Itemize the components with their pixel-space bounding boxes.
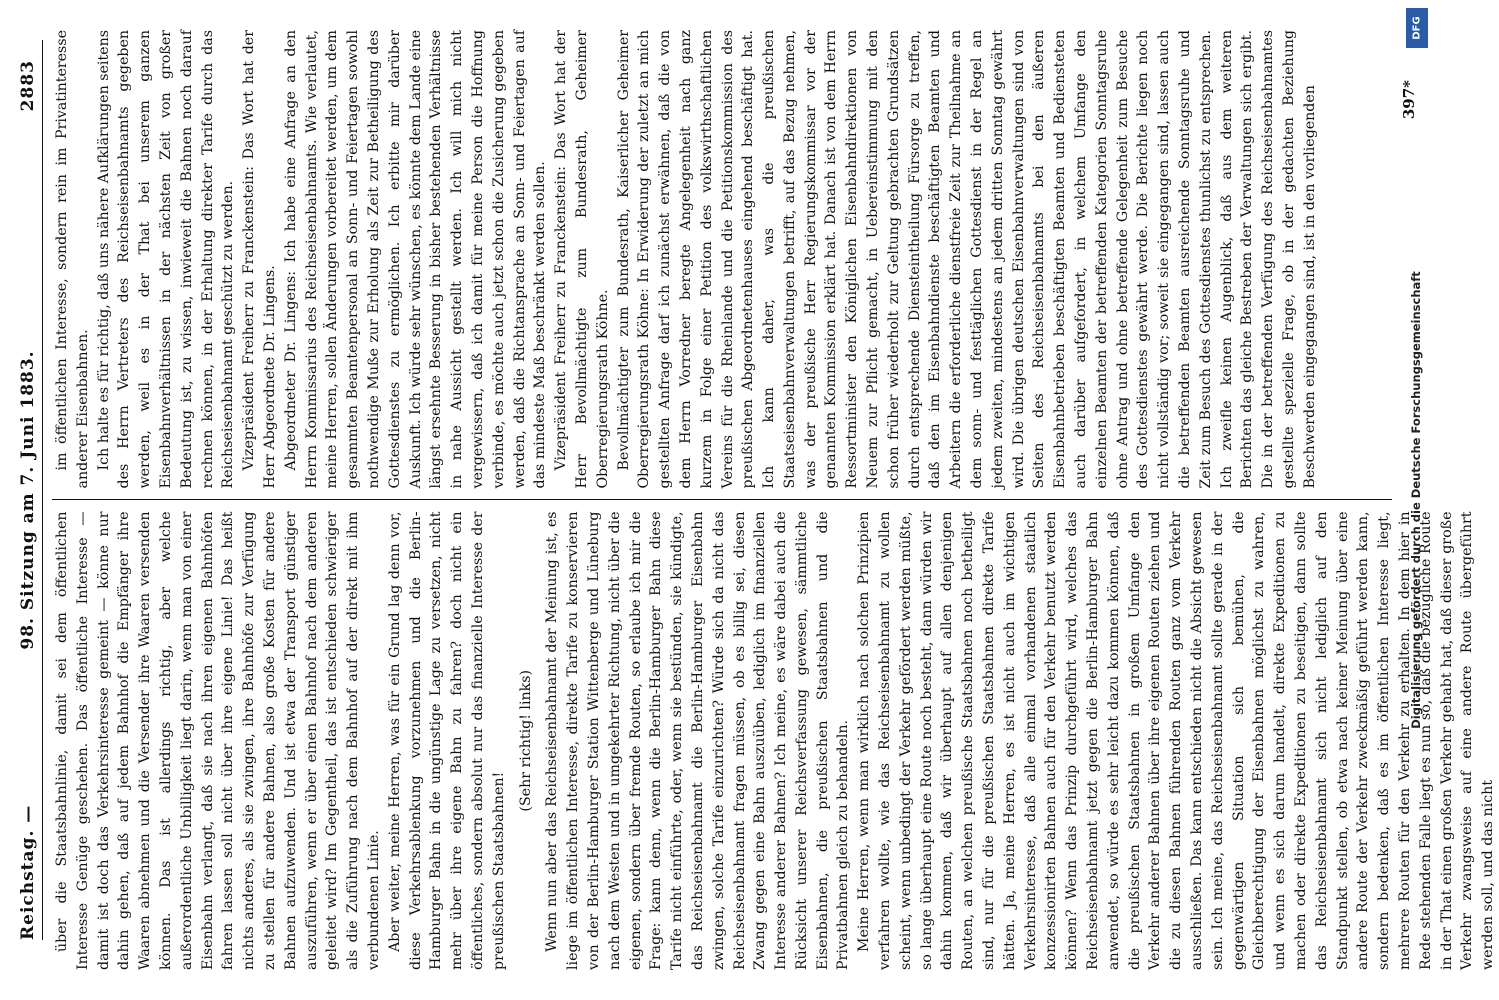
- signature-number: 397*: [1400, 80, 1418, 120]
- credit-text: Digitalisierung gefördert durch die Deutsche Forschungsgemeinschaft: [1409, 271, 1423, 729]
- header-left: Reichstag. —: [18, 804, 38, 940]
- speaker-paragraph: Abgeordneter Dr. Lingens: Ich habe eine Anfrage an den Herrn Kommissarius des Reichseisenbahnamts. Wie verlautet, meine Herren, sollen Änderungen vorbereitet werden, um dem gesammten Beamtenpersonal an Sonn- und Feiertagen sowohl nothwendige Muße zur Erholung als Zeit zur Betheiligung des Gottesdienstes zu ermöglichen. Ich erbitte mir darüber Auskunft. Ich würde sehr wünschen, es könnte dem Lande eine längst ersehnte Besserung in bisher bestehenden Verhältnisse in nahe Aussicht gestellt werden. Ich will mich nicht vergewissern, daß ich damit für meine Person die Hoffnung verbinde, es möchte auch jetzt schon die Zusicherung gegeben werden, daß die Richtansprache an Sonn- und Feiertagen auf das mindeste Maß beschränkt werden sollen.: [282, 30, 549, 489]
- page-header: [14, 30, 44, 970]
- paragraph: Wenn nun aber das Reichseisenbahnamt der Meinung ist, es liege im öffentlichen Interesse, direkte Tarife zu konservieren von der Berlin-Hamburger Station Wittenberge und Lüneburg nach dem Westen und in umgekehrter Richtung, nicht über die eigenen, sondern über fremde Routen, so erlaube ich mir die Frage: kann denn, wenn die Berlin-Hamburger Bahn diese Tarife nicht einführte, oder, wenn sie bestünden, sie kündigte, das Reichseisenbahnamt die Berlin-Hamburger Eisenbahn zwingen, solche Tarife einzurichten? Würde sich da nicht das Reichseisenbahnamt fragen müssen, ob es billig sei, diesen Zwang gegen eine Bahn auszuüben, lediglich im finanziellen Interesse anderer Bahnen? Ich meine, es wäre dabei auch die Rücksicht unserer Reichsverfassung gewesen, sämmtliche Eisenbahnen, die preußischen Staatsbahnen und die Privatbahnen gleich zu behandeln.: [544, 511, 852, 970]
- dfg-logo-text: DFG: [1411, 16, 1423, 40]
- paragraph: im öffentlichen Interesse, sondern rein im Privatinteresse anderer Eisenbahnen.: [54, 30, 91, 489]
- paragraph: Meine Herren, wenn man wirklich nach solchen Prinzipien verfahren wollte, wie das Reichseisenbahnamt zu wollen scheint, wenn unbedingt der Verkehr gefördert werden müßte, so lange überhaupt eine Route noch besteht, dann würden wir dahin kommen, daß wir überhaupt auf allen denjenigen Routen, an welchen preußische Staatsbahnen noch betheiligt sind, nur für die preußischen Staatsbahnen direkte Tarife hätten. Ja, meine Herren, es ist nicht auch im wichtigen Verkehrsinteresse, daß alle einmal vorhandenen staatlich konzessionirten Bahnen auch für den Verkehr benutzt werden können? Wenn das Prinzip durchgeführt wird, welches das Reichseisenbahnamt jetzt gegen die Berlin-Hamburger Bahn anwendet, so würde es sehr leicht dazu kommen können, daß die preußischen Staatsbahnen in großem Umfange den Verkehr anderer Bahnen über ihre eigenen Routen ziehen und die zu diesen Bahnen führenden Routen ganz vom Verkehr ausschließen. Das kann entschieden nicht die Absicht gewesen sein. Ich meine, das Reichseisenbahnamt sollte gerade in der gegenwärtigen Situation sich bemühen, die Gleichberechtigung der Eisenbahnen möglichst zu wahren, und wenn es sich darum handelt, direkte Expeditionen zu machen oder direkte Expeditionen zu beseitigen, dann sollte das Reichseisenbahnamt sich nicht lediglich auf den Standpunkt stellen, ob etwa nach keiner Meinung über eine andere Route der Verkehr zweckmäßig geführt werden kann, sondern bedenken, daß es im öffentlichen Interesse liegt, mehrere Routen für den Verkehr zu erhalten. In dem hier in Rede stehenden Falle liegt es nun so, daß die bezügliche Route in der That einen großen Verkehr gehabt hat, daß dieser große Verkehr zwangsweise auf eine andere Route übergeführt werden soll, und das nicht: [856, 511, 1497, 970]
- dfg-logo-icon: [1406, 8, 1428, 48]
- digitization-credit: [1402, 0, 1430, 1000]
- column-divider: [52, 500, 1392, 501]
- speaker-paragraph: Vizepräsident Freiherr zu Franckenstein: Das Wort hat der Herr Bevollmächtigte zum Bundesrath, Geheimer Oberregierungsrath Köhne.: [553, 30, 611, 489]
- right-column: [52, 30, 1392, 489]
- speaker-paragraph: Bevollmächtigter zum Bundesrath, Kaiserlicher Geheimer Oberregierungsrath Köhne: In Erwiderung der zuletzt an mich gestellten Anfrage darf ich zunächst erwähnen, daß die von dem Herrn Vorredner beregte Angelegenheit nach ganz kurzem in Folge einer Petition des volkswirthschaftlichen Vereins für die Rheinlande und die Petitionskommission des preußischen Abgeordnetenhauses eingehend beschäftigt hat. Ich kann daher, was die preußischen Staatseisenbahnverwaltungen betrifft, auf das Bezug nehmen, was der preußische Herr Regierungskommissar vor der genannten Kommission erklärt hat. Danach ist von dem Herrn Ressortminister den Königlichen Eisenbahndirektionen von Neuem zur Pflicht gemacht, in Uebereinstimmung mit den schon früher wiederholt zur Geltung gebrachten Grundsätzen durch entsprechende Diensteintheilung Fürsorge zu treffen, daß den im Eisenbahndienste beschäftigten Beamten und Arbeitern die erforderliche dienstfreie Zeit zur Theilnahme an dem sonn- und festtäglichen Gottesdienst in der Regel an jedem zweiten, mindestens an jedem dritten Sonntag gewährt wird. Die übrigen deutschen Eisenbahnverwaltungen sind von Seiten des Reichseisenbahnamts bei den äußeren Eisenbahnbetrieben beschäftigten Beamten und Bediensteten auch darüber aufgefordert, in welchem Umfange den einzelnen Beamten der betreffenden Kategorien Sonntagsruhe ohne Antrag und ohne betreffende Gelegenheit zum Besuche des Gottesdienstes gewährt werde. Die Berichte liegen noch nicht vollständig vor; soweit sie eingegangen sind, lassen auch die betreffenden Beamten ausreichende Sonntagsruhe und Zeit zum Besuch des Gottesdienstes thunlichst zu entsprechen. Ich zweifle keinen Augenblick, daß aus dem weiteren Berichten das gleiche Bestreben der Verwaltungen sich ergibt. Die in der betreffenden Verfügung des Reichseisenbahnamtes gestellte spezielle Frage, ob in der gedachten Beziehung Beschwerden eingegangen sind, ist in den vorliegenden: [615, 30, 1318, 489]
- header-title: 98. Sitzung am 7. Juni 1883.: [18, 350, 38, 650]
- header-rule: [42, 40, 43, 940]
- paragraph: Ich halte es für richtig, daß uns nähere Aufklärungen seitens des Herrn Vertreters des Reichseisenbahnamts gegeben werden, weil es in der That bei unserem ganzen Eisenbahnverhältnissen in der nächsten Zeit von großer Bedeutung ist, zu wissen, inwieweit die Bahnen noch darauf rechnen können, in der Erhaltung direkter Tarife durch das Reichseisenbahnamt geschützt zu werden.: [95, 30, 237, 489]
- left-column: [52, 511, 1497, 971]
- paragraph: über die Staatsbahnlinie, damit sei dem öffentlichen Interesse Genüge geschehen. Das öffentliche Interesse — damit ist doch das Verkehrsinteresse gemeint — könne nur dahin gehen, daß auf jedem Bahnhof die Empfänger ihre Waaren abnehmen und die Versender ihre Waaren versenden können. Das ist allerdings richtig, aber welche außerordentliche Unbilligkeit liegt darin, wenn man von einer Eisenbahn verlangt, daß sie nach ihren eigenen Bahnhöfen fahren lassen soll nicht über ihre eigene Linie! Das heißt nichts anderes, als sie zwingen, ihre Bahnhöfe zur Verfügung zu stellen für andere Bahnen, also große Kosten für andere Bahnen aufzuwenden. Und ist etwa der Transport günstiger auszuführen, wenn er über einen Bahnhof nach dem anderen geleitet wird? Im Gegentheil, das ist entschieden schwieriger als die Zuführung nach dem Bahnhof auf der direkt mit ihm verbundenen Linie.: [54, 511, 382, 970]
- page-number: 2883: [18, 60, 38, 112]
- speaker-paragraph: Vizepräsident Freiherr zu Franckenstein: Das Wort hat der Herr Abgeordnete Dr. Lingens.: [241, 30, 278, 489]
- paragraph: Aber weiter, meine Herren, was für ein Grund lag denn vor, diese Verkehrsablenkung vorzunehmen und die Berlin-Hamburger Bahn in die ungünstige Lage zu versetzen, nicht mehr über ihre eigene Bahn zu fahren? doch nicht ein öffentliches, sondern absolut nur das finanzielle Interesse der preußischen Staatsbahnen!: [386, 511, 507, 970]
- applause-note: (Sehr richtig! links): [517, 669, 534, 812]
